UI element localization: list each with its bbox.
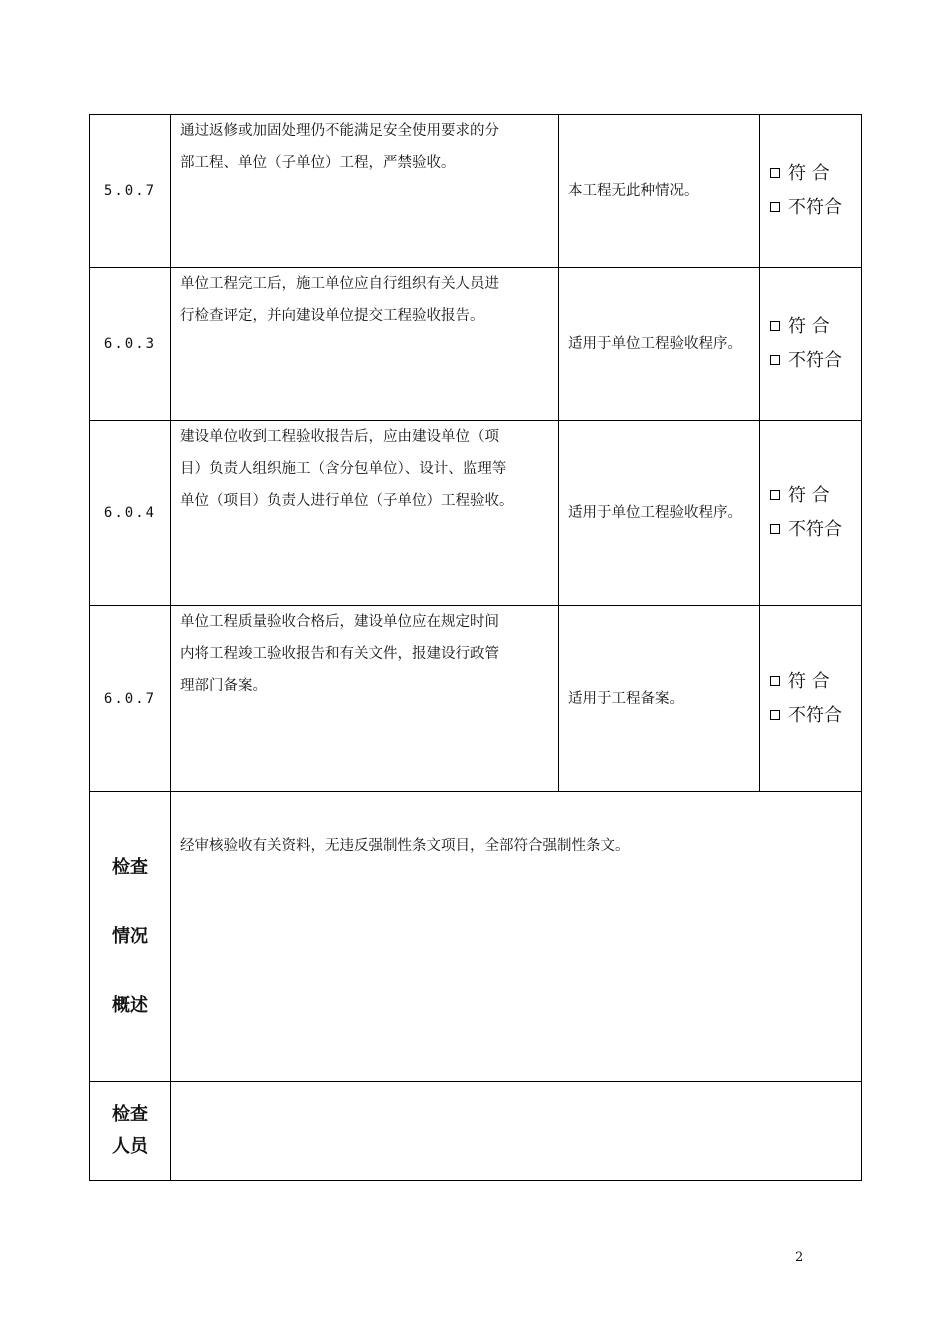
option-label: 不符合 <box>788 519 842 540</box>
clause-requirement <box>171 421 559 606</box>
clause-code: 6.0.7 <box>90 606 171 792</box>
clause-requirement <box>171 115 559 268</box>
requirement-line: 部工程、单位（子单位）工程，严禁验收。 <box>180 155 456 171</box>
checkbox-icon[interactable] <box>770 490 780 500</box>
option-comply[interactable] <box>770 310 861 344</box>
clause-note: 适用于单位工程验收程序。 <box>559 421 760 606</box>
option-comply[interactable] <box>770 665 861 699</box>
inspectors-label-line: 人员 <box>112 1136 148 1157</box>
option-comply[interactable] <box>770 479 861 513</box>
inspectors-row <box>90 1082 862 1181</box>
compliance-options <box>760 268 862 421</box>
inspectors-label-line: 检查 <box>112 1104 148 1125</box>
requirement-line: 内将工程竣工验收报告和有关文件，报建设行政管 <box>180 646 499 662</box>
inspection-table-page <box>89 114 861 1181</box>
option-label: 符 合 <box>788 316 830 337</box>
requirement-line: 单位工程质量验收合格后，建设单位应在规定时间 <box>180 614 499 630</box>
requirement-line: 建设单位收到工程验收报告后，应由建设单位（项 <box>180 429 499 445</box>
option-not-comply[interactable] <box>770 191 861 225</box>
clause-row <box>90 268 862 421</box>
summary-label-line: 情况 <box>112 926 148 947</box>
option-label: 不符合 <box>788 704 842 726</box>
requirement-line: 行检查评定，并向建设单位提交工程验收报告。 <box>180 308 485 324</box>
clause-requirement <box>171 606 559 792</box>
checkbox-icon[interactable] <box>770 710 780 720</box>
summary-text[interactable]: 经审核验收有关资料，无违反强制性条文项目，全部符合强制性条文。 <box>171 792 862 1082</box>
compliance-options <box>760 421 862 606</box>
clause-code: 6.0.3 <box>90 268 171 421</box>
page-number: 2 <box>795 1250 804 1265</box>
checkbox-icon[interactable] <box>770 202 780 212</box>
compliance-options <box>760 115 862 268</box>
requirement-line: 理部门备案。 <box>180 678 267 694</box>
clause-row <box>90 606 862 792</box>
checkbox-icon[interactable] <box>770 168 780 178</box>
compliance-options <box>760 606 862 792</box>
clause-note: 适用于单位工程验收程序。 <box>559 268 760 421</box>
mandatory-clause-table <box>89 114 862 1181</box>
clause-requirement <box>171 268 559 421</box>
option-comply[interactable] <box>770 157 861 191</box>
requirement-line: 目）负责人组织施工（含分包单位）、设计、监理等 <box>180 461 507 477</box>
summary-row <box>90 792 862 1082</box>
inspectors-field[interactable] <box>171 1082 862 1181</box>
option-not-comply[interactable] <box>770 699 861 733</box>
clause-row <box>90 421 862 606</box>
checkbox-icon[interactable] <box>770 355 780 365</box>
checkbox-icon[interactable] <box>770 524 780 534</box>
requirement-line: 单位（项目）负责人进行单位（子单位）工程验收。 <box>180 493 514 509</box>
requirement-line: 单位工程完工后，施工单位应自行组织有关人员进 <box>180 276 499 292</box>
option-label: 不符合 <box>788 197 842 218</box>
summary-label-line: 检查 <box>112 857 148 878</box>
option-not-comply[interactable] <box>770 513 861 547</box>
option-label: 符 合 <box>788 485 830 506</box>
clause-note: 适用于工程备案。 <box>559 606 760 792</box>
option-label: 不符合 <box>788 350 842 371</box>
clause-row <box>90 115 862 268</box>
checkbox-icon[interactable] <box>770 676 780 686</box>
clause-code: 5.0.7 <box>90 115 171 268</box>
checkbox-icon[interactable] <box>770 321 780 331</box>
option-not-comply[interactable] <box>770 344 861 378</box>
clause-code: 6.0.4 <box>90 421 171 606</box>
requirement-line: 通过返修或加固处理仍不能满足安全使用要求的分 <box>180 123 499 139</box>
inspectors-label <box>90 1082 171 1181</box>
option-label: 符 合 <box>788 163 830 184</box>
summary-label-line: 概述 <box>112 995 148 1016</box>
summary-label <box>90 792 171 1082</box>
option-label: 符 合 <box>788 670 830 692</box>
clause-note: 本工程无此种情况。 <box>559 115 760 268</box>
